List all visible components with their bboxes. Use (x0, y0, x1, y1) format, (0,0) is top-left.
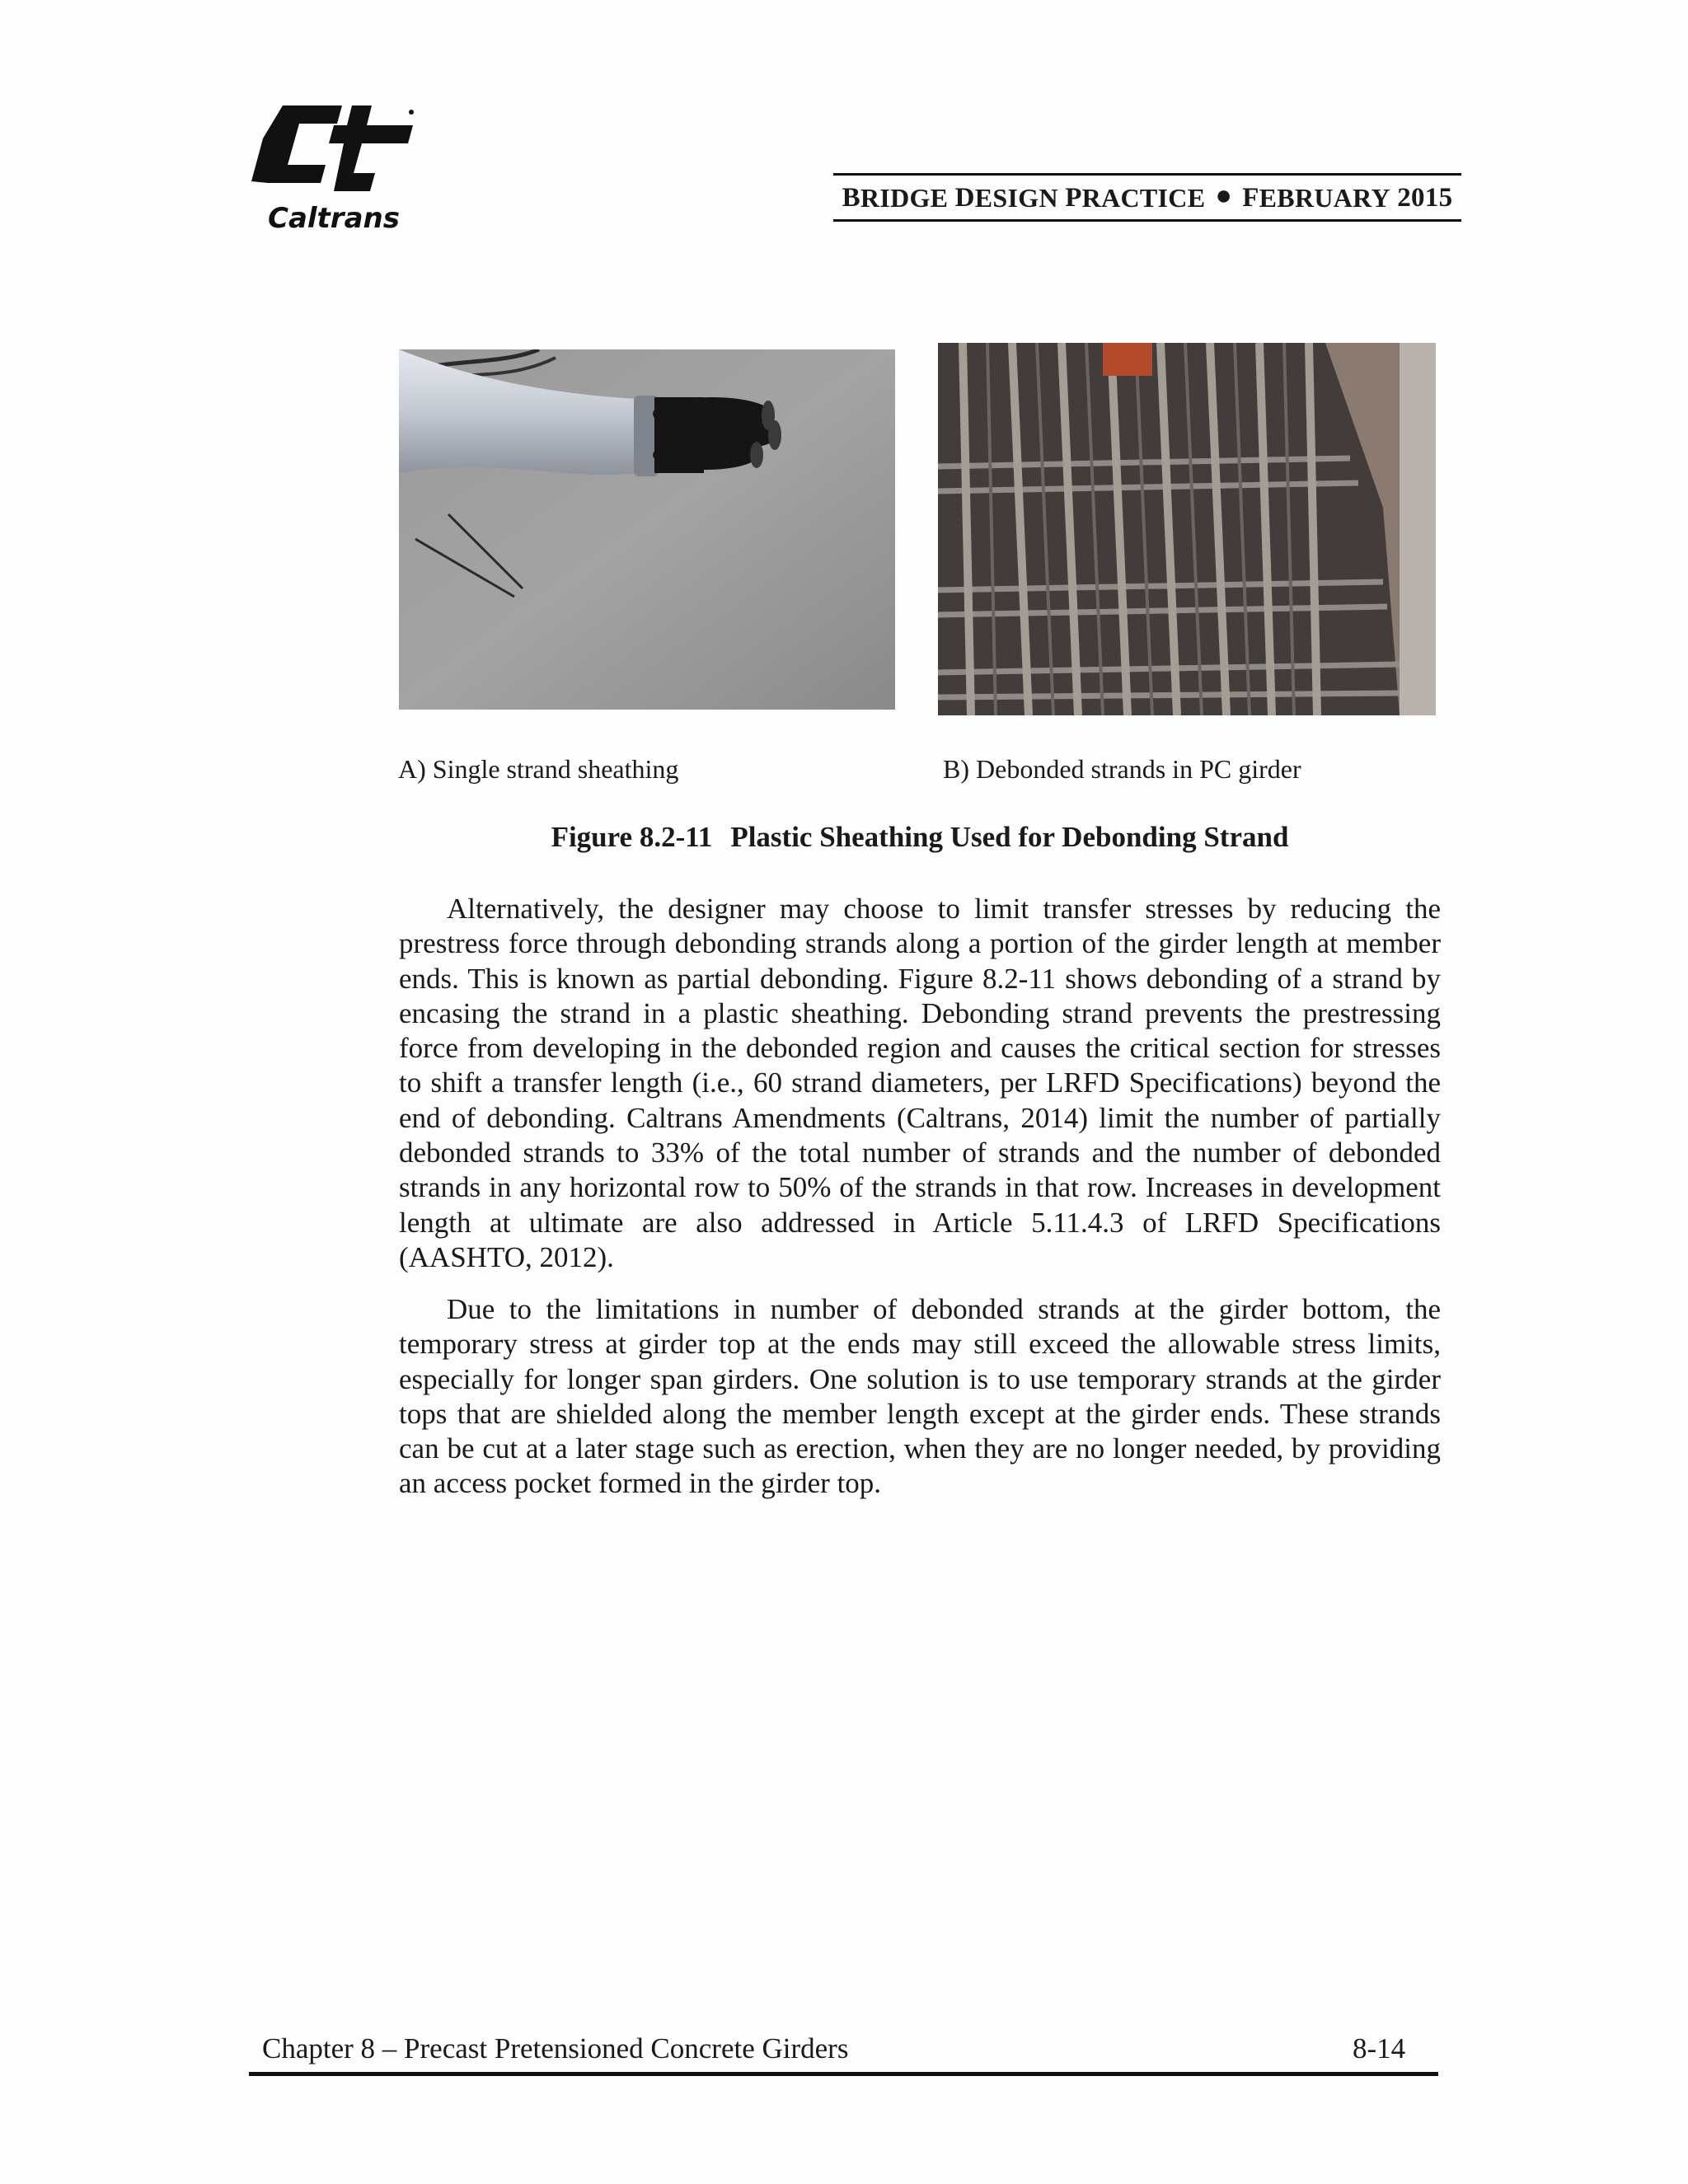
footer-page-number: 8-14 (1353, 2032, 1406, 2064)
footer-rule (249, 2072, 1438, 2076)
caption-a: A) Single strand sheathing (398, 754, 679, 784)
photo-debonded-strands (938, 343, 1436, 715)
header-rule-top (833, 173, 1461, 176)
bullet-icon: ● (1215, 180, 1233, 211)
photo-single-strand-sheathing (399, 349, 895, 710)
caption-b: B) Debonded strands in PC girder (943, 754, 1301, 784)
body-paragraph-2: Due to the limitations in number of debonded strands at the girder bottom, the temporary stress at girder top at the ends may still exceed the allowable stress limits, especially for longer span girders. One solution is to use temporary strands at the girder tops that are shielded along the member length except at the girder ends. These strands can be cut at a later stage such as erection, when they are no longer needed, by providing an access pocket formed in the girder top. (399, 1293, 1441, 1500)
figure-title (399, 821, 1441, 854)
header-rule-bottom (833, 219, 1461, 222)
caltrans-logo (251, 105, 416, 233)
running-header: B RIDGE D ESIGN P RACTICE ● F EBRUARY 2015 (842, 180, 1453, 213)
figure-title-text: Plastic Sheathing Used for Debonding Strand (730, 821, 1289, 853)
footer-chapter: Chapter 8 – Precast Pretensioned Concrete Girders (262, 2032, 849, 2064)
body-paragraph-1: Alternatively, the designer may choose to limit transfer stresses by reducing the prestress force through debonding strands along a portion of the girder length at member ends. This is known as partial debonding. Figure 8.2-11 shows debonding of a strand by encasing the strand in a plastic sheathing. Debonding strand prevents the prestressing force from developing in the debonded region and causes the critical section for stresses to shift a transfer length (i.e., 60 strand diameters, per LRFD Specifications) beyond the end of debonding. Caltrans Amendments (Caltrans, 2014) limit the number of partially debonded strands to 33% of the total number of strands and the number of debonded strands in any horizontal row to 50% of the strands in that row. Increases in development length at ultimate are also addressed in Article 5.11.4.3 of LRFD Specifications (AASHTO, 2012). (399, 893, 1441, 1273)
caltrans-wordmark: Caltrans (268, 202, 400, 233)
figure-number: Figure 8.2-11 (551, 821, 713, 853)
